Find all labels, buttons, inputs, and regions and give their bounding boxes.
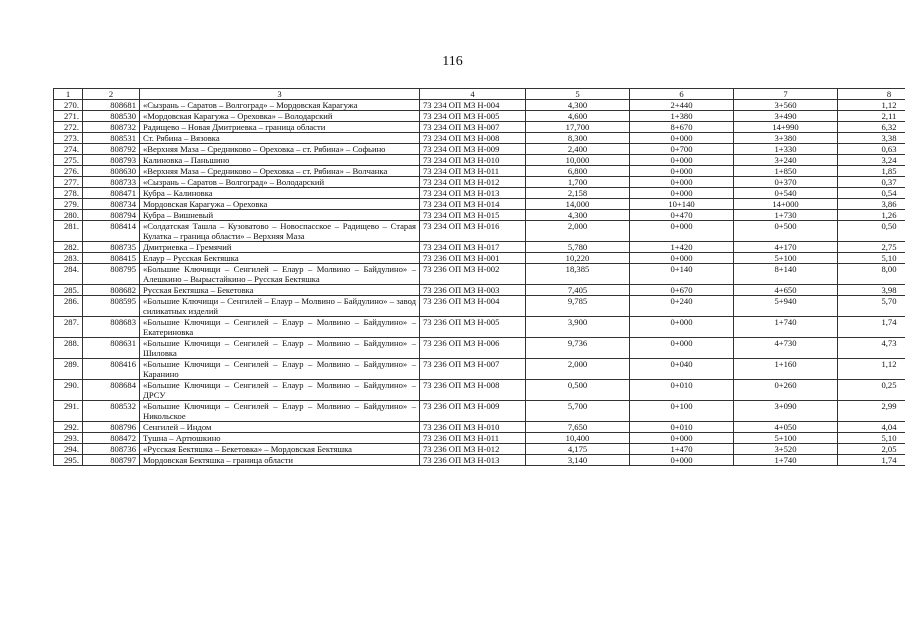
start-km-cell: 1+380 — [630, 111, 734, 122]
end-km-cell: 3+090 — [734, 401, 838, 422]
column-header-6: 6 — [630, 89, 734, 100]
table-row — [54, 264, 905, 285]
table-row — [54, 111, 905, 122]
value-cell: 2,11 — [838, 111, 905, 122]
road-id-cell: 73 236 ОП МЗ Н-003 — [420, 285, 526, 296]
start-km-cell: 1+420 — [630, 242, 734, 253]
row-number-cell: 276. — [54, 166, 83, 177]
road-name-cell: Сенгилей – Индом — [140, 422, 420, 433]
length-cell: 0,500 — [526, 380, 630, 401]
table-row — [54, 444, 905, 455]
page-number: 116 — [442, 54, 463, 69]
table-row — [54, 221, 905, 242]
row-number-cell: 294. — [54, 444, 83, 455]
road-code-cell: 808732 — [83, 122, 140, 133]
road-name-cell: Кубра – Калиновка — [140, 188, 420, 199]
value-cell: 1,26 — [838, 210, 905, 221]
end-km-cell: 1+740 — [734, 455, 838, 466]
road-name-cell: Радищево – Новая Дмитриевка – граница области — [140, 122, 420, 133]
end-km-cell: 3+520 — [734, 444, 838, 455]
start-km-cell: 0+000 — [630, 317, 734, 338]
start-km-cell: 0+040 — [630, 359, 734, 380]
table-row — [54, 133, 905, 144]
road-id-cell: 73 236 ОП МЗ Н-004 — [420, 296, 526, 317]
column-header-7: 7 — [734, 89, 838, 100]
road-id-cell: 73 236 ОП МЗ Н-006 — [420, 338, 526, 359]
road-name-cell: «Русская Бектяшка – Бекетовка» – Мордовская Бектяшка — [140, 444, 420, 455]
value-cell: 0,25 — [838, 380, 905, 401]
road-code-cell: 808797 — [83, 455, 140, 466]
road-name-cell: Калиновка – Паньшино — [140, 155, 420, 166]
road-id-cell: 73 236 ОП МЗ Н-012 — [420, 444, 526, 455]
road-id-cell: 73 234 ОП МЗ Н-015 — [420, 210, 526, 221]
start-km-cell: 0+470 — [630, 210, 734, 221]
row-number-cell: 288. — [54, 338, 83, 359]
start-km-cell: 0+000 — [630, 433, 734, 444]
length-cell: 5,700 — [526, 401, 630, 422]
end-km-cell: 8+140 — [734, 264, 838, 285]
value-cell: 0,50 — [838, 221, 905, 242]
road-code-cell: 808795 — [83, 264, 140, 285]
road-code-cell: 808733 — [83, 177, 140, 188]
road-code-cell: 808682 — [83, 285, 140, 296]
road-name-cell: Дмитриевка – Гремячий — [140, 242, 420, 253]
length-cell: 2,000 — [526, 221, 630, 242]
end-km-cell: 14+990 — [734, 122, 838, 133]
end-km-cell: 0+500 — [734, 221, 838, 242]
table-row — [54, 338, 905, 359]
value-cell: 3,38 — [838, 133, 905, 144]
road-id-cell: 73 234 ОП МЗ Н-011 — [420, 166, 526, 177]
value-cell: 4,73 — [838, 338, 905, 359]
row-number-cell: 280. — [54, 210, 83, 221]
end-km-cell: 1+850 — [734, 166, 838, 177]
table-row — [54, 433, 905, 444]
row-number-cell: 273. — [54, 133, 83, 144]
length-cell: 2,000 — [526, 359, 630, 380]
row-number-cell: 287. — [54, 317, 83, 338]
table-row — [54, 253, 905, 264]
end-km-cell: 5+100 — [734, 433, 838, 444]
road-id-cell: 73 234 ОП МЗ Н-016 — [420, 221, 526, 242]
row-number-cell: 282. — [54, 242, 83, 253]
road-code-cell: 808792 — [83, 144, 140, 155]
length-cell: 2,158 — [526, 188, 630, 199]
value-cell: 2,75 — [838, 242, 905, 253]
road-name-cell: «Сызрань – Саратов – Волгоград» – Мордовская Карагужа — [140, 100, 420, 111]
start-km-cell: 0+000 — [630, 188, 734, 199]
table-header — [54, 89, 905, 100]
row-number-cell: 291. — [54, 401, 83, 422]
row-number-cell: 290. — [54, 380, 83, 401]
road-id-cell: 73 234 ОП МЗ Н-004 — [420, 100, 526, 111]
row-number-cell: 284. — [54, 264, 83, 285]
road-name-cell: «Верхняя Маза – Средниково – Ореховка – ст. Рябина» – Софьино — [140, 144, 420, 155]
start-km-cell: 0+000 — [630, 221, 734, 242]
row-number-cell: 271. — [54, 111, 83, 122]
road-name-cell: «Сызрань – Саратов – Волгоград» – Володарский — [140, 177, 420, 188]
end-km-cell: 4+050 — [734, 422, 838, 433]
length-cell: 14,000 — [526, 199, 630, 210]
length-cell: 3,900 — [526, 317, 630, 338]
road-code-cell: 808736 — [83, 444, 140, 455]
road-id-cell: 73 234 ОП МЗ Н-012 — [420, 177, 526, 188]
road-code-cell: 808684 — [83, 380, 140, 401]
table-body — [54, 100, 905, 466]
start-km-cell: 0+000 — [630, 155, 734, 166]
road-id-cell: 73 236 ОП МЗ Н-007 — [420, 359, 526, 380]
end-km-cell: 1+330 — [734, 144, 838, 155]
end-km-cell: 3+380 — [734, 133, 838, 144]
road-name-cell: Тушна – Артюшкино — [140, 433, 420, 444]
road-name-cell: «Верхняя Маза – Средниково – Ореховка – ст. Рябина» – Волчанка — [140, 166, 420, 177]
row-number-cell: 283. — [54, 253, 83, 264]
value-cell: 1,74 — [838, 317, 905, 338]
start-km-cell: 0+010 — [630, 422, 734, 433]
road-id-cell: 73 234 ОП МЗ Н-007 — [420, 122, 526, 133]
road-code-cell: 808631 — [83, 338, 140, 359]
table-row — [54, 100, 905, 111]
start-km-cell: 2+440 — [630, 100, 734, 111]
length-cell: 7,405 — [526, 285, 630, 296]
table-row — [54, 285, 905, 296]
value-cell: 5,70 — [838, 296, 905, 317]
length-cell: 2,400 — [526, 144, 630, 155]
header-row — [54, 89, 905, 100]
road-id-cell: 73 236 ОП МЗ Н-008 — [420, 380, 526, 401]
length-cell: 4,175 — [526, 444, 630, 455]
row-number-cell: 274. — [54, 144, 83, 155]
roads-table — [53, 88, 905, 466]
value-cell: 1,12 — [838, 100, 905, 111]
road-name-cell: Кубра – Вишневый — [140, 210, 420, 221]
road-name-cell: «Большие Ключищи – Сенгилей – Елаур – Молвино – Байдулино» – завод силикатных изделий — [140, 296, 420, 317]
column-header-4: 4 — [420, 89, 526, 100]
table-row — [54, 166, 905, 177]
column-header-5: 5 — [526, 89, 630, 100]
column-header-1: 1 — [54, 89, 83, 100]
row-number-cell: 292. — [54, 422, 83, 433]
road-name-cell: «Большие Ключищи – Сенгилей – Елаур – Молвино – Байдулино» – Екатериновка — [140, 317, 420, 338]
row-number-cell: 275. — [54, 155, 83, 166]
start-km-cell: 0+010 — [630, 380, 734, 401]
road-name-cell: Ст. Рябина – Вязовка — [140, 133, 420, 144]
road-code-cell: 808796 — [83, 422, 140, 433]
table-row — [54, 199, 905, 210]
start-km-cell: 0+100 — [630, 401, 734, 422]
length-cell: 18,385 — [526, 264, 630, 285]
value-cell: 3,86 — [838, 199, 905, 210]
road-code-cell: 808471 — [83, 188, 140, 199]
road-code-cell: 808794 — [83, 210, 140, 221]
value-cell: 6,32 — [838, 122, 905, 133]
road-code-cell: 808793 — [83, 155, 140, 166]
road-code-cell: 808595 — [83, 296, 140, 317]
start-km-cell: 0+000 — [630, 338, 734, 359]
road-code-cell: 808530 — [83, 111, 140, 122]
road-name-cell: Мордовская Карагужа – Ореховка — [140, 199, 420, 210]
end-km-cell: 1+160 — [734, 359, 838, 380]
start-km-cell: 0+000 — [630, 253, 734, 264]
road-id-cell: 73 234 ОП МЗ Н-017 — [420, 242, 526, 253]
road-name-cell: «Большие Ключищи – Сенгилей – Елаур – Молвино – Байдулино» – Шиловка — [140, 338, 420, 359]
road-id-cell: 73 234 ОП МЗ Н-014 — [420, 199, 526, 210]
length-cell: 9,736 — [526, 338, 630, 359]
road-code-cell: 808681 — [83, 100, 140, 111]
road-name-cell: «Солдатская Ташла – Кузоватово – Новоспасское – Радищево – Старая Кулатка – граница области» – Верхняя Маза — [140, 221, 420, 242]
value-cell: 8,00 — [838, 264, 905, 285]
row-number-cell: 279. — [54, 199, 83, 210]
value-cell: 3,98 — [838, 285, 905, 296]
end-km-cell: 5+940 — [734, 296, 838, 317]
length-cell: 17,700 — [526, 122, 630, 133]
road-id-cell: 73 234 ОП МЗ Н-005 — [420, 111, 526, 122]
table-row — [54, 455, 905, 466]
length-cell: 8,300 — [526, 133, 630, 144]
table-row — [54, 296, 905, 317]
end-km-cell: 1+730 — [734, 210, 838, 221]
length-cell: 10,000 — [526, 155, 630, 166]
value-cell: 1,85 — [838, 166, 905, 177]
value-cell: 2,05 — [838, 444, 905, 455]
row-number-cell: 281. — [54, 221, 83, 242]
row-number-cell: 293. — [54, 433, 83, 444]
start-km-cell: 0+140 — [630, 264, 734, 285]
row-number-cell: 270. — [54, 100, 83, 111]
length-cell: 4,600 — [526, 111, 630, 122]
end-km-cell: 0+260 — [734, 380, 838, 401]
table-row — [54, 122, 905, 133]
value-cell: 1,74 — [838, 455, 905, 466]
length-cell: 1,700 — [526, 177, 630, 188]
length-cell: 10,400 — [526, 433, 630, 444]
table-row — [54, 144, 905, 155]
row-number-cell: 289. — [54, 359, 83, 380]
table-row — [54, 317, 905, 338]
road-id-cell: 73 234 ОП МЗ Н-013 — [420, 188, 526, 199]
road-name-cell: «Большие Ключищи – Сенгилей – Елаур – Молвино – Байдулино» – Каранино — [140, 359, 420, 380]
column-header-8: 8 — [838, 89, 905, 100]
length-cell: 9,785 — [526, 296, 630, 317]
value-cell: 5,10 — [838, 253, 905, 264]
row-number-cell: 272. — [54, 122, 83, 133]
road-code-cell: 808531 — [83, 133, 140, 144]
end-km-cell: 4+170 — [734, 242, 838, 253]
road-code-cell: 808414 — [83, 221, 140, 242]
value-cell: 0,63 — [838, 144, 905, 155]
road-name-cell: «Большие Ключищи – Сенгилей – Елаур – Молвино – Байдулино» – ДРСУ — [140, 380, 420, 401]
start-km-cell: 0+000 — [630, 133, 734, 144]
table-row — [54, 380, 905, 401]
length-cell: 7,650 — [526, 422, 630, 433]
start-km-cell: 10+140 — [630, 199, 734, 210]
road-id-cell: 73 234 ОП МЗ Н-009 — [420, 144, 526, 155]
length-cell: 4,300 — [526, 210, 630, 221]
length-cell: 6,800 — [526, 166, 630, 177]
start-km-cell: 0+000 — [630, 166, 734, 177]
table-row — [54, 188, 905, 199]
road-id-cell: 73 234 ОП МЗ Н-010 — [420, 155, 526, 166]
column-header-3: 3 — [140, 89, 420, 100]
table-row — [54, 155, 905, 166]
end-km-cell: 3+560 — [734, 100, 838, 111]
value-cell: 2,99 — [838, 401, 905, 422]
start-km-cell: 0+670 — [630, 285, 734, 296]
start-km-cell: 0+000 — [630, 177, 734, 188]
end-km-cell: 4+650 — [734, 285, 838, 296]
row-number-cell: 295. — [54, 455, 83, 466]
road-code-cell: 808683 — [83, 317, 140, 338]
end-km-cell: 14+000 — [734, 199, 838, 210]
road-id-cell: 73 234 ОП МЗ Н-008 — [420, 133, 526, 144]
road-name-cell: «Большие Ключищи – Сенгилей – Елаур – Молвино – Байдулино» – Никольское — [140, 401, 420, 422]
table-row — [54, 210, 905, 221]
row-number-cell: 278. — [54, 188, 83, 199]
road-id-cell: 73 236 ОП МЗ Н-013 — [420, 455, 526, 466]
end-km-cell: 4+730 — [734, 338, 838, 359]
row-number-cell: 277. — [54, 177, 83, 188]
road-name-cell: Русская Бектяшка – Бекетовка — [140, 285, 420, 296]
length-cell: 5,780 — [526, 242, 630, 253]
road-code-cell: 808532 — [83, 401, 140, 422]
table-row — [54, 242, 905, 253]
length-cell: 3,140 — [526, 455, 630, 466]
road-code-cell: 808630 — [83, 166, 140, 177]
road-id-cell: 73 236 ОП МЗ Н-001 — [420, 253, 526, 264]
value-cell: 1,12 — [838, 359, 905, 380]
row-number-cell: 286. — [54, 296, 83, 317]
road-name-cell: «Мордовская Карагужа – Ореховка» – Володарский — [140, 111, 420, 122]
start-km-cell: 0+700 — [630, 144, 734, 155]
road-code-cell: 808416 — [83, 359, 140, 380]
table-row — [54, 177, 905, 188]
length-cell: 4,300 — [526, 100, 630, 111]
value-cell: 3,24 — [838, 155, 905, 166]
road-id-cell: 73 236 ОП МЗ Н-009 — [420, 401, 526, 422]
road-id-cell: 73 236 ОП МЗ Н-010 — [420, 422, 526, 433]
road-id-cell: 73 236 ОП МЗ Н-005 — [420, 317, 526, 338]
value-cell: 0,54 — [838, 188, 905, 199]
length-cell: 10,220 — [526, 253, 630, 264]
column-header-2: 2 — [83, 89, 140, 100]
road-name-cell: Мордовская Бектяшка – граница области — [140, 455, 420, 466]
road-id-cell: 73 236 ОП МЗ Н-002 — [420, 264, 526, 285]
road-id-cell: 73 236 ОП МЗ Н-011 — [420, 433, 526, 444]
table-row — [54, 359, 905, 380]
table-row — [54, 422, 905, 433]
road-code-cell: 808735 — [83, 242, 140, 253]
end-km-cell: 5+100 — [734, 253, 838, 264]
road-name-cell: «Большие Ключищи – Сенгилей – Елаур – Молвино – Байдулино» – Алешкино – Вырыстайкино – Русская Бектяшка — [140, 264, 420, 285]
start-km-cell: 0+240 — [630, 296, 734, 317]
start-km-cell: 1+470 — [630, 444, 734, 455]
value-cell: 0,37 — [838, 177, 905, 188]
start-km-cell: 8+670 — [630, 122, 734, 133]
table-row — [54, 401, 905, 422]
end-km-cell: 3+240 — [734, 155, 838, 166]
road-name-cell: Елаур – Русская Бектяшка — [140, 253, 420, 264]
end-km-cell: 0+370 — [734, 177, 838, 188]
end-km-cell: 1+740 — [734, 317, 838, 338]
end-km-cell: 0+540 — [734, 188, 838, 199]
road-code-cell: 808415 — [83, 253, 140, 264]
road-code-cell: 808734 — [83, 199, 140, 210]
value-cell: 4,04 — [838, 422, 905, 433]
value-cell: 5,10 — [838, 433, 905, 444]
road-code-cell: 808472 — [83, 433, 140, 444]
start-km-cell: 0+000 — [630, 455, 734, 466]
row-number-cell: 285. — [54, 285, 83, 296]
end-km-cell: 3+490 — [734, 111, 838, 122]
